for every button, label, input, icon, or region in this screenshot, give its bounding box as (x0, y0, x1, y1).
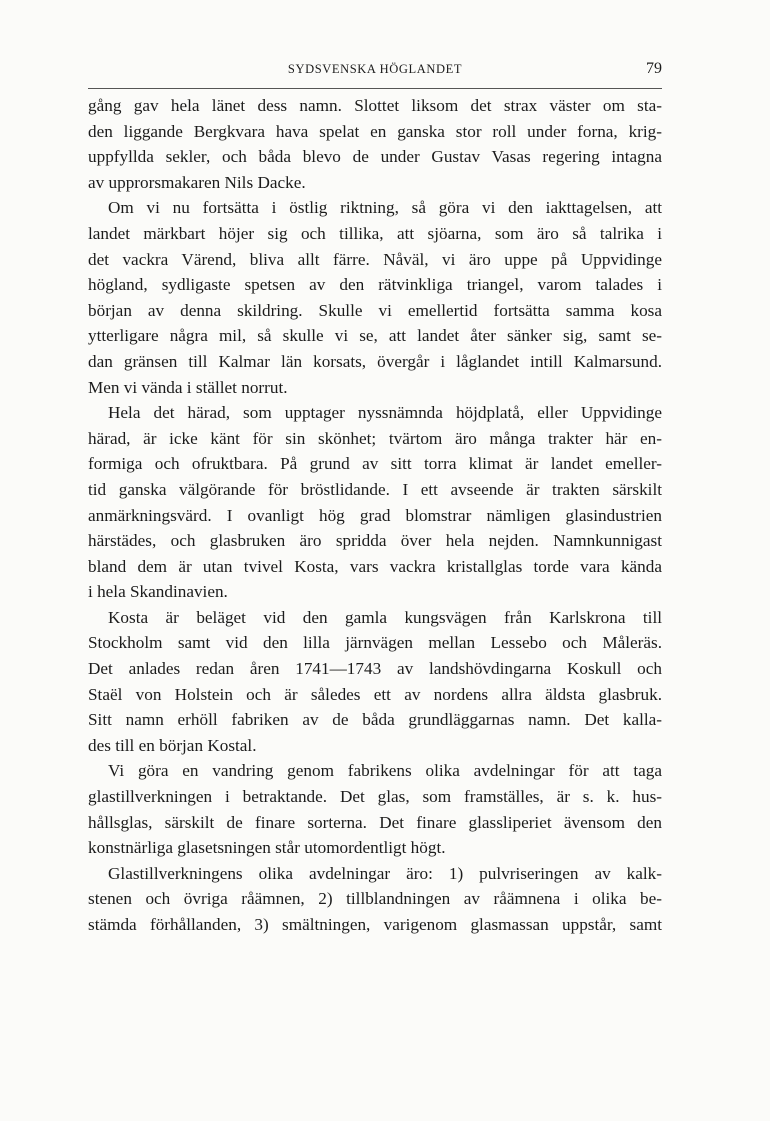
text-line: Vi göra en vandring genom fabrikens olika avdelningar för att taga (108, 761, 662, 781)
text-line: Kosta är beläget vid den gamla kungsvägen från Karlskrona till (108, 607, 662, 627)
text-line: Stockholm samt vid den lilla järnvägen mellan Lessebo och Måleräs. (88, 633, 662, 653)
text-line: härad, är icke känt för sin skönhet; tvärtom äro många trakter här en- (88, 428, 662, 448)
text-line: dan gränsen till Kalmar län korsats, övergår i låglandet intill Kalmarsund. (88, 351, 662, 371)
text-line: av upprorsmakaren Nils Dacke. (88, 172, 306, 192)
text-line: landet märkbart höjer sig och tillika, att sjöarna, som äro så talrika i (88, 223, 662, 243)
text-line: stenen och övriga råämnen, 2) tillblandningen av råämnena i olika be- (88, 889, 662, 909)
running-title: SYDSVENSKA HÖGLANDET (287, 62, 463, 76)
text-line: ytterligare några mil, så skulle vi se, att landet åter sänker sig, samt se- (88, 326, 662, 346)
page-number: 79 (646, 60, 662, 77)
text-line: Sitt namn erhöll fabriken av de båda grundläggarnas namn. Det kalla- (88, 710, 662, 730)
text-line: bland dem är utan tvivel Kosta, vars vackra kristallglas torde vara kända (88, 556, 662, 576)
text-line: des till en början Kostal. (88, 735, 257, 755)
text-line: Staël von Holstein och är således ett av nordens allra äldsta glasbruk. (88, 684, 662, 704)
paragraph (88, 400, 662, 605)
paragraph (88, 93, 662, 195)
text-line: anmärkningsvärd. I ovanligt hög grad blomstrar nämligen glasindustrien (88, 505, 662, 525)
paragraph (88, 605, 662, 759)
body-text (88, 93, 662, 938)
text-line: formiga och ofruktbara. På grund av sitt torra klimat är landet emeller- (88, 454, 662, 474)
paragraph (88, 861, 662, 938)
text-line: Men vi vända i stället norrut. (88, 377, 288, 397)
text-line: glastillverkningen i betraktande. Det glas, som framställes, är s. k. hus- (88, 787, 662, 807)
text-line: i hela Skandinavien. (88, 582, 228, 602)
text-line: gång gav hela länet dess namn. Slottet liksom det strax väster om sta- (88, 96, 662, 115)
paragraph (88, 758, 662, 860)
text-line: den liggande Bergkvara hava spelat en ganska stor roll under forna, krig- (88, 121, 662, 141)
text-line: stämda förhållanden, 3) smältningen, varigenom glasmassan uppstår, samt (88, 915, 662, 934)
text-line: härstädes, och glasbruken äro spridda över hela nejden. Namnkunnigast (88, 531, 662, 551)
text-line: Det anlades redan åren 1741—1743 av landshövdingarna Koskull och (88, 659, 662, 679)
text-line: Hela det härad, som upptager nyssnämnda höjdplatå, eller Uppvidinge (108, 403, 662, 423)
text-line: Om vi nu fortsätta i östlig riktning, så göra vi den iakttagelsen, att (108, 198, 662, 218)
text-line: högland, sydligaste spetsen av den rätvinkliga triangel, varom talades i (88, 275, 662, 295)
paragraph (88, 195, 662, 400)
text-line: tid ganska välgörande för bröstlidande. I ett avseende är trakten särskilt (88, 479, 662, 499)
text-line: det vackra Värend, bliva allt färre. Nåväl, vi äro uppe på Uppvidinge (88, 249, 662, 269)
text-line: hållsglas, särskilt de finare sorterna. Det finare glassliperiet ävensom den (88, 812, 662, 832)
running-header (88, 62, 662, 89)
text-line: uppfyllda sekler, och båda blevo de under Gustav Vasas regering intagna (88, 147, 662, 167)
text-line: början av denna skildring. Skulle vi emellertid fortsätta samma kosa (88, 300, 662, 320)
text-line: Glastillverkningens olika avdelningar äro: 1) pulvriseringen av kalk- (108, 863, 662, 883)
text-line: konstnärliga glasetsningen står utomordentligt högt. (88, 838, 446, 858)
